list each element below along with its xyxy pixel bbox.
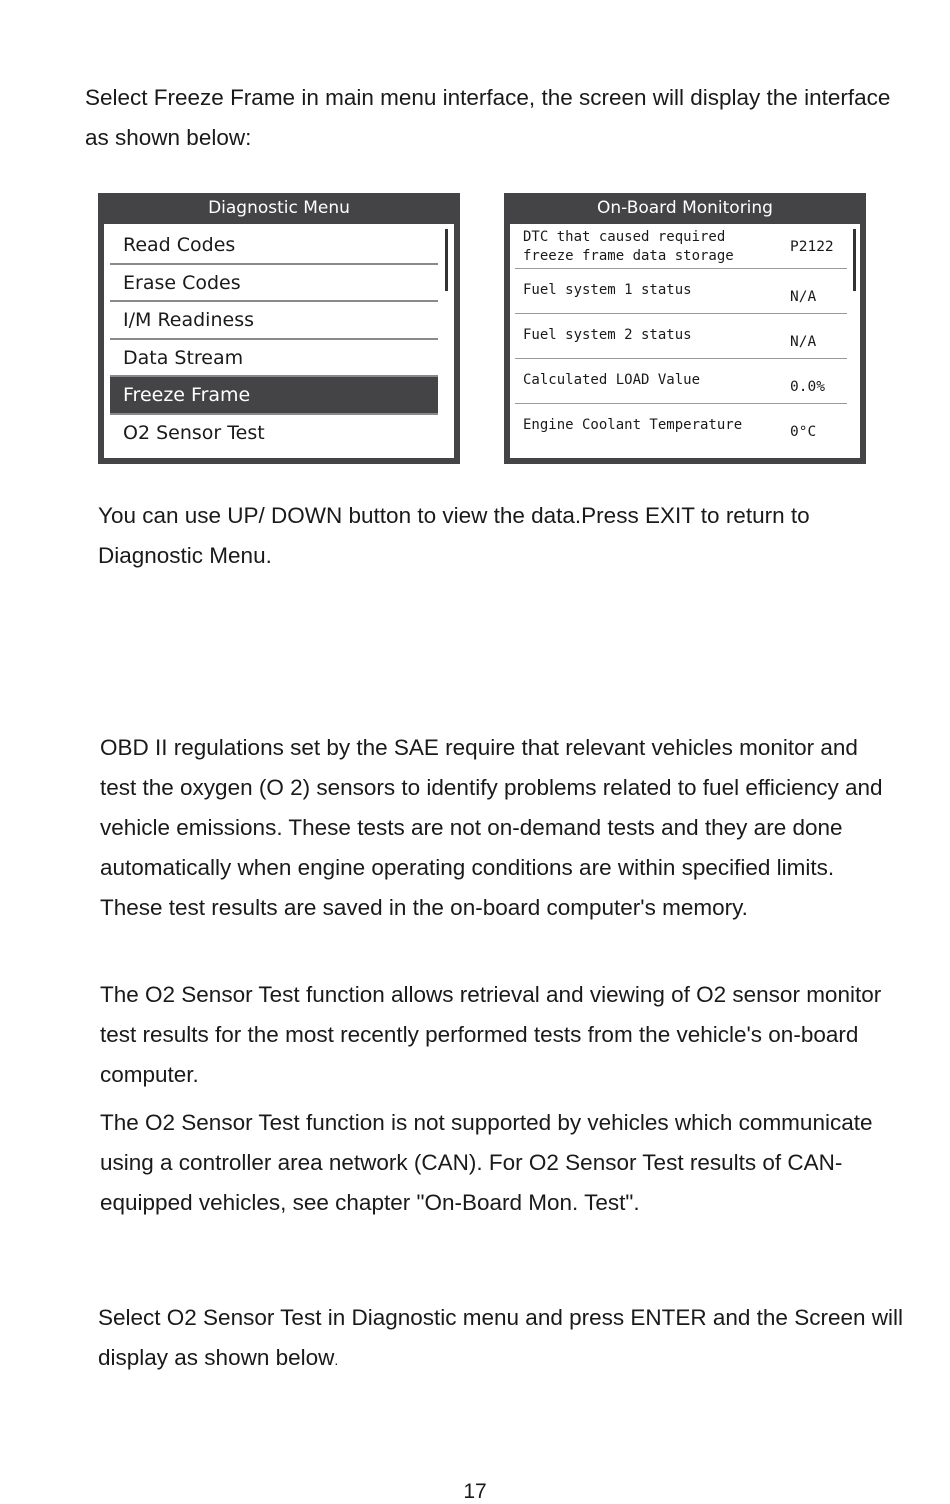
monitoring-row xyxy=(515,269,847,314)
monitoring-row xyxy=(515,224,847,269)
select-paragraph-period: . xyxy=(334,1352,339,1368)
on-board-monitoring-title: On-Board Monitoring xyxy=(597,198,773,218)
monitoring-row-label: Fuel system 2 status xyxy=(523,327,692,343)
diagnostic-menu-list xyxy=(110,227,438,450)
menu-item-erase-codes[interactable]: Erase Codes xyxy=(110,265,438,303)
monitoring-row-value: N/A xyxy=(790,334,817,350)
monitoring-row-label: Engine Coolant Temperature xyxy=(523,417,743,433)
menu-item-data-stream[interactable]: Data Stream xyxy=(110,340,438,378)
monitoring-row-label: DTC that caused required freeze frame data storage xyxy=(523,229,734,264)
intro-paragraph: Select Freeze Frame in main menu interface, the screen will display the interface as shown below: xyxy=(85,85,891,150)
select-paragraph xyxy=(98,1298,918,1380)
menu-item-freeze-frame[interactable]: Freeze Frame xyxy=(110,377,438,415)
monitoring-row xyxy=(515,359,847,404)
menu-item-im-readiness[interactable]: I/M Readiness xyxy=(110,302,438,340)
obd-paragraph: OBD II regulations set by the SAE require that relevant vehicles monitor and test the oxygen (O 2) sensors to identify problems related to fuel efficiency and vehicle emissions. These tests are not on-demand tests and they are done automatically when engine operating conditions are within specified limits. These test results are saved in the on-board computer's memory. xyxy=(100,735,883,920)
monitoring-list xyxy=(515,224,847,448)
diagnostic-menu-body xyxy=(104,224,454,458)
monitoring-row xyxy=(515,404,847,448)
monitoring-row-value: P2122 xyxy=(790,239,834,255)
select-paragraph-text: Select O2 Sensor Test in Diagnostic menu and press ENTER and the Screen will display as shown below xyxy=(98,1305,903,1370)
monitoring-row-value: 0.0% xyxy=(790,379,825,395)
menu-item-o2-sensor-test[interactable]: O2 Sensor Test xyxy=(123,421,265,444)
monitoring-row-label: Fuel system 1 status xyxy=(523,282,692,298)
monitoring-scrollbar[interactable] xyxy=(853,229,856,291)
o2-function-paragraph: The O2 Sensor Test function allows retrieval and viewing of O2 sensor monitor test results for the most recently performed tests from the vehicle's on-board computer. xyxy=(100,982,882,1087)
menu-item-read-codes[interactable]: Read Codes xyxy=(110,227,438,265)
monitoring-row xyxy=(515,314,847,359)
on-board-monitoring-screen xyxy=(504,193,866,464)
menu-scrollbar[interactable] xyxy=(445,229,448,291)
monitoring-row-label: Calculated LOAD Value xyxy=(523,372,701,388)
diagnostic-menu-screen xyxy=(98,193,460,464)
on-board-monitoring-body xyxy=(510,224,860,458)
diagnostic-menu-title: Diagnostic Menu xyxy=(208,198,350,218)
page-number: 17 xyxy=(463,1480,487,1503)
monitoring-row-value: N/A xyxy=(790,289,817,305)
monitoring-row-value: 0°C xyxy=(790,424,817,440)
navigation-paragraph: You can use UP/ DOWN button to view the data.Press EXIT to return to Diagnostic Menu. xyxy=(98,503,810,568)
o2-can-paragraph: The O2 Sensor Test function is not supported by vehicles which communicate using a controller area network (CAN). For O2 Sensor Test results of CAN-equipped vehicles, see chapter "On-Board Mon. Test". xyxy=(100,1110,873,1215)
